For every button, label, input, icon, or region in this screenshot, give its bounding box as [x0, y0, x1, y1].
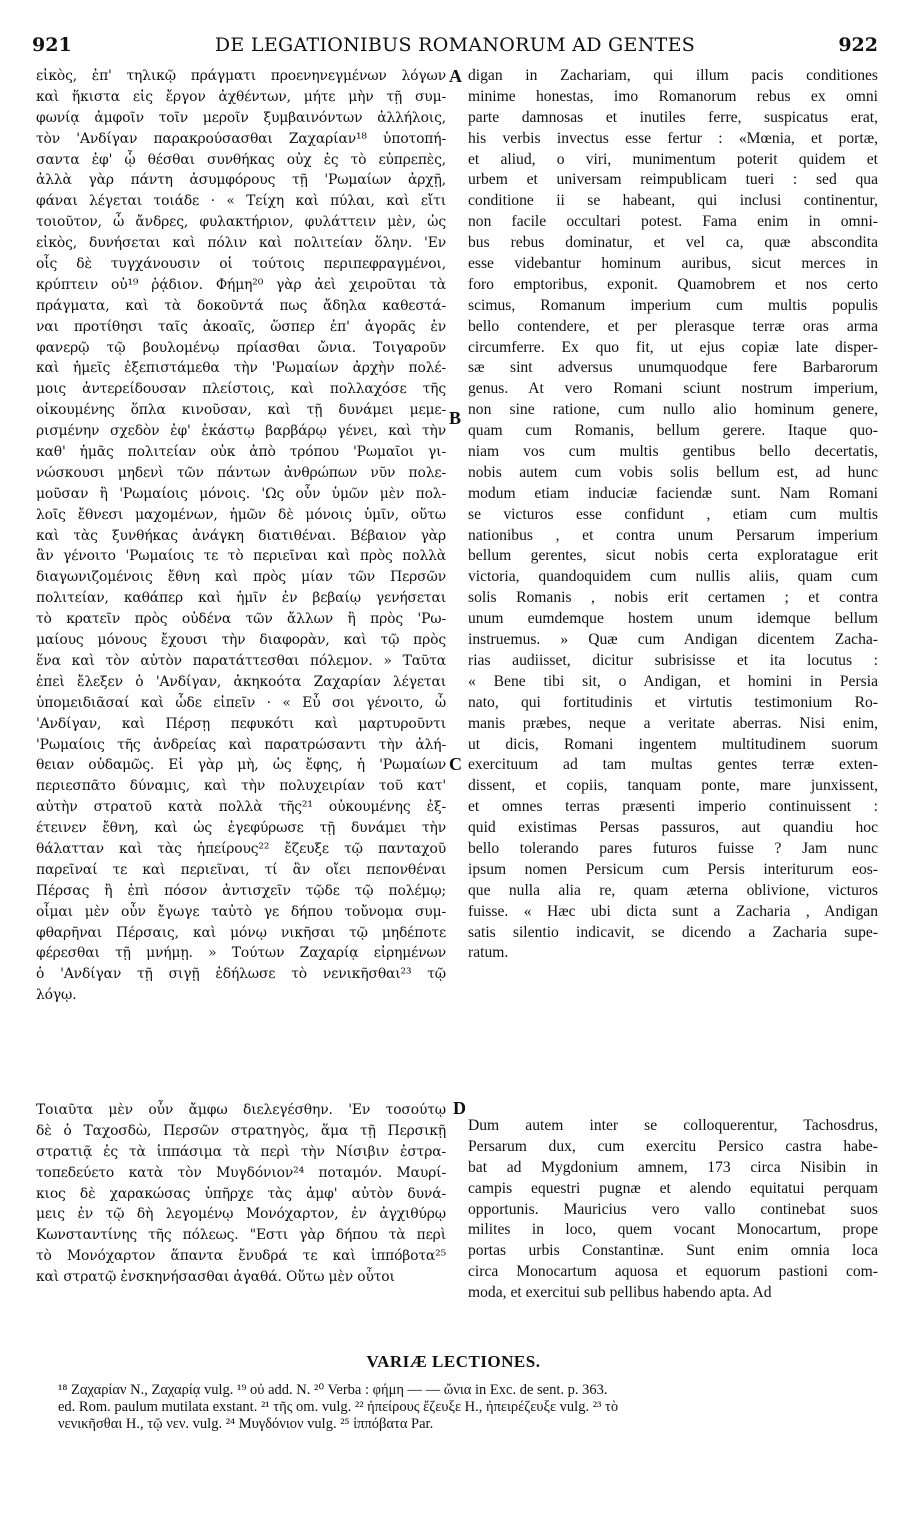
latin-text-line: bello contendere, et per plerasque terræ oras arma: [468, 317, 878, 335]
greek-text-line: τοπεδεύετο κατὰ τὸν Μυγδόνιον²⁴ ποταμόν. Μαυρί-: [36, 1164, 446, 1181]
latin-text-line: nobis autem cum vobis solis bellum est, ad hunc: [468, 463, 878, 481]
section-marker-d: D: [453, 1098, 466, 1118]
latin-text-line: genus. At vero Romani sciunt nostrum imperium,: [468, 380, 878, 398]
greek-text-line: σαντα ἐφ' ᾧ θέσθαι συνθήκας οὐχ ἐς τὸ εὐπρεπὲς,: [36, 151, 446, 168]
latin-text-line: et aliud, o viri, munimentum poterit quidem et: [468, 150, 878, 168]
greek-text-line: ναι προτίθησι ταῖς ἀκοαῖς, ὥσπερ ἐπ' ἀγορᾶς ἐν: [36, 318, 446, 335]
page-number-right: 922: [838, 34, 878, 56]
latin-text-line: urbem et universam reimpublicam tueri : sed qua: [468, 171, 878, 189]
latin-text-line: circumferre. Ex quo fit, ut ejus copiæ late disper-: [468, 338, 878, 356]
greek-text-line: νώσκουσι μηδενὶ τῶν πάντων ἀνθρώπων νῦν πολε-: [36, 464, 446, 481]
greek-text-line: δὲ ὁ Ταχοσδὼ, Περσῶν στρατηγὸς, ἅμα τῇ Περσικῇ: [36, 1122, 446, 1139]
latin-text-line: portas urbis Constantinæ. Sunt enim omnia loca: [468, 1242, 878, 1260]
latin-text-line: unum eumdemque hostem unum idemque bellum: [468, 610, 878, 628]
latin-text-line: opportunis. Mauricius vero vallo continebat suos: [468, 1200, 878, 1218]
greek-text-line: οἷς δὲ τυγχάνουσιν οἱ τούτοις περιπεφραγμένοι,: [36, 256, 446, 273]
greek-text-line: Κωνσταντίνης τῆς πόλεως. "Εστι γὰρ δήπου τὰ περὶ: [36, 1227, 446, 1244]
latin-text-line: esse videbantur hominum auribus, sicut merces in: [468, 255, 878, 273]
latin-column-top: [468, 66, 878, 964]
section-marker-c: C: [449, 754, 462, 774]
greek-text-line: φέρεσθαι τῇ μνήμῃ. » Τούτων Ζαχαρίᾳ εἰρημένων: [36, 945, 446, 962]
latin-text-line: que nulla alia re, quam æterna oblivione, victuros: [468, 881, 878, 899]
greek-text-line: 'Ρωμαίοις τῆς ἀνδρείας καὶ παρατρώσαντι τὴν ἀλή-: [36, 736, 446, 753]
greek-text-line: τὸν 'Ανδίγαν παρακρούσασθαι Ζαχαρίαν¹⁸ ὑποτοπή-: [36, 130, 446, 147]
greek-text-line: καὶ ἥκιστα εἰς ἔργον ἀχθέντων, μήτε μὴν τῇ συμ-: [36, 88, 446, 105]
section-marker-a: A: [449, 66, 462, 86]
footnote-line: νενικῆσθαι H., τῷ νεν. vulg. ²⁴ Μυγδόνιον vulg. ²⁵ ἱππόβατα Par.: [58, 1416, 434, 1432]
greek-text-line: τὸ κρατεῖν πρὸς οὐδένα τῶν ἄλλων ἢ πρὸς 'Ρω-: [36, 611, 446, 628]
latin-text-line: modum etiam induciæ faciendæ sunt. Nam Romani: [468, 484, 878, 502]
greek-text-line: 'Ανδίγαν, καὶ Πέρσῃ πεφυκότι καὶ μαρτυροῦντι: [36, 715, 446, 732]
greek-text-line: ρισμένην σχεδὸν ἐφ' ἑκάστῳ βαρβάρῳ γένει, καὶ τὴν: [36, 423, 446, 440]
greek-text-line: ἂν γένοιτο 'Ρωμαίοις τε τὸ περιεῖναι καὶ πρὸς πολλὰ: [36, 548, 446, 565]
latin-text-line: milites in loco, quem vocant Monocartum, prope: [468, 1221, 878, 1239]
greek-text-line: έτεινεν ἔθνη, καὶ ὡς ἐγεφύρωσε τῇ δυνάμει τὴν: [36, 820, 446, 837]
footnotes: [58, 1382, 878, 1433]
latin-text-line: solis Romanis , nobis erit certamen ; et contra: [468, 589, 878, 607]
latin-text-line: instruemus. » Quæ cum Andigan dicentem Zacha-: [468, 631, 878, 649]
greek-text-line: λοῖς ἔθνεσι μαχομένων, ἡμῶν δὲ μόνοις ὑμῖν, οὕτω: [36, 506, 446, 523]
latin-text-line: dissent, et copiis, tanquam ponte, mare junxissent,: [468, 777, 878, 795]
greek-text-line: ἕνα καὶ τὸν αὐτὸν παρατάττεσθαι πόλεμον. » Ταῦτα: [36, 652, 446, 669]
latin-text-line: minime honestas, imo Romanorum rebus ex omni: [468, 87, 878, 105]
greek-text-line: περιεσπᾶτο δύναμις, καὶ τὴν πολυχειρίαν τοῦ κατ': [36, 778, 446, 795]
section-marker-b: B: [449, 408, 462, 428]
latin-text-line: parte damnosas et inutiles ferre, suspicatus erat,: [468, 108, 878, 126]
greek-text-line: μαίους μόνους ἔχουσι τὴν διαφορὰν, καὶ τῷ πρὸς: [36, 632, 446, 649]
greek-text-line: διαγωνιζομένοις ἔθνη καὶ πρὸς μίαν τῶν Περσῶν: [36, 569, 446, 586]
greek-text-line: ὁ 'Ανδίγαν τῇ σιγῇ ἐδήλωσε τὸ νενικῆσθαι²³ τῷ: [36, 966, 446, 983]
page-header: [32, 34, 878, 64]
latin-text-line: digan in Zachariam, qui illum pacis conditiones: [468, 67, 878, 84]
greek-column-top: [36, 66, 446, 1006]
latin-text-line: conditione ii se habeant, qui inclusi continentur,: [468, 192, 878, 210]
variae-lectiones-heading: VARIÆ LECTIONES.: [366, 1352, 541, 1371]
greek-text-line: εἰκὸς, ἐπ' τηλικῷ πράγματι προενηνεγμένων λόγων: [36, 68, 446, 84]
greek-text-line: ἐπεὶ ἔλεξεν ὁ 'Ανδίγαν, ἀκηκοότα Ζαχαρίαν λέγεται: [36, 673, 446, 690]
greek-text-line: φωνίᾳ ἀμφοῖν τοῖν μεροῖν ξυμβαινόντων ἀλλήλοις,: [36, 109, 446, 126]
greek-text-line: μοις ἀντερείδουσαν πλείστοις, καὶ πολλαχόσε τῆς: [36, 381, 446, 398]
latin-text-line: quid existimas Persas passuros, aut quandiu hoc: [468, 819, 878, 837]
latin-text-line: niam vos cum multis gentibus bello decertatis,: [468, 443, 878, 461]
latin-text-line: se victuros esse confidunt , etiam cum multis: [468, 505, 878, 523]
latin-text-line: victoria, quandoquidem cum nullis aliis, quam cum: [468, 568, 878, 586]
greek-text-line: πράγματα, καὶ τὰ δοκοῦντά πως ἄδηλα καθεστά-: [36, 297, 446, 314]
latin-text-line: Persarum dux, cum exercitu Persico castra habe-: [468, 1137, 878, 1155]
latin-column-bottom: [468, 1116, 878, 1304]
latin-text-line: ut dicis, Romani ingentem multitudinem suorum: [468, 735, 878, 753]
latin-text-line: quam cum Romanis, bellum gerere. Itaque quo-: [468, 422, 878, 440]
latin-text-line: non facile occultari potest. Fama enim in omni-: [468, 213, 878, 231]
greek-text-line: αὐτὴν στρατοῦ κατὰ πολλὰ τῆς²¹ οὐκουμένης ἐξ-: [36, 799, 446, 816]
greek-text-line: φανερῷ τῷ βουλομένῳ πρίασθαι ὤνια. Τοιγαροῦν: [36, 339, 446, 356]
latin-text-line: bello tolerando pares futuros fuisse ? Jam nunc: [468, 839, 878, 857]
latin-text-line: et omnes terras præsenti imperio continuissent :: [468, 798, 878, 816]
greek-text-line: Τοιαῦτα μὲν οὖν ἄμφω διελεγέσθην. 'Εν τοσούτῳ: [36, 1102, 446, 1118]
greek-text-line: τὸ Μονόχαρτον ἅπαντα ἔνυδρά τε καὶ ἱππόβοτα²⁵: [36, 1248, 446, 1265]
greek-text-line: καὶ τὰς ξυνθήκας ἀνάγκη διατιθέναι. Βέβαιον γὰρ: [36, 527, 446, 544]
greek-text-line: καὶ στρατῷ ἐνσκηνήσασθαι ἀγαθά. Οὕτω μὲν οὗτοι: [36, 1269, 395, 1286]
latin-text-line: circa Monocartum aquosa et equorum pastioni com-: [468, 1263, 878, 1281]
page-number-left: 921: [32, 34, 72, 56]
greek-text-line: ὑπομειδιᾶσαί καὶ ὧδε εἰπεῖν · « Εὖ σοι γένοιτο, ὦ: [36, 694, 446, 711]
running-title: DE LEGATIONIBUS ROMANORUM AD GENTES: [214, 34, 696, 56]
latin-text-line: Dum autem inter se colloquerentur, Tachosdrus,: [468, 1117, 878, 1134]
latin-text-line: campis equestri pugnæ et alendo equitatui perquam: [468, 1179, 878, 1197]
greek-text-line: ἀλλὰ γὰρ πάντη ἀσυμφόρους τῇ 'Ρωμαίων ἀρχῇ,: [36, 172, 446, 189]
latin-text-line: bat ad Mygdonium amnem, 173 circa Nisibin in: [468, 1158, 878, 1176]
greek-text-line: φθαρῆναι Πέρσαις, καὶ μόνῳ νικῆσαι τῷ μηδέποτε: [36, 924, 446, 941]
greek-text-line: μοῦσαν ἢ 'Ρωμαίοις μόνοις. 'Ως οὖν ὑμῶν μὲν πολ-: [36, 485, 446, 502]
greek-text-line: εἰκὸς, δυνήσεται καὶ πόλιν καὶ πολιτείαν ὅλην. 'Εν: [36, 235, 446, 252]
latin-text-line: non sine ratione, cum nullo alio hominum genere,: [468, 401, 878, 419]
latin-text-line: moda, et exercitui sub pellibus habendo apta. Ad: [468, 1284, 772, 1302]
latin-text-line: ipsum nomen Persicum cum Persis interiturum eos-: [468, 860, 878, 878]
greek-text-line: φάναι λέγεται τοιάδε · « Τείχη καὶ πύλαι, καὶ εἴτι: [36, 193, 446, 210]
latin-text-line: fuisse. « Hæc ubi dicta sunt a Zacharia , Andigan: [468, 902, 878, 920]
latin-text-line: nationibus , et contra unum Persarum imperium: [468, 526, 878, 544]
latin-text-line: scimus, Romanum imperium cum multis populis: [468, 296, 878, 314]
greek-text-line: παρεῖναί τε καὶ περιεῖναι, τί ἂν οἴει πεπονθέναι: [36, 861, 446, 878]
greek-text-line: Πέρσας ἢ ἐπὶ πόσον ἀντισχεῖν τῷδε τῷ πολέμῳ;: [36, 882, 446, 899]
latin-text-line: bus rebus dominatur, et vel ca, quæ abscondita: [468, 234, 878, 252]
greek-text-line: οἶμαι μὲν οὖν ἔγωγε ταὐτὸ γε δήπου τοὔνομα συμ-: [36, 903, 446, 920]
greek-text-line: καθ' ἡμᾶς πολιτείαν οὐκ ἀπὸ τρόπου 'Ρωμαῖοι γι-: [36, 444, 446, 461]
latin-text-line: manis præbes, neque a veritate aberras. Nisi enim,: [468, 714, 878, 732]
greek-text-line: κρύπτειν οὐ¹⁹ ῥᾴδιον. Φήμη²⁰ γὰρ ἀεὶ χειροῦται τὰ: [36, 276, 446, 293]
latin-text-line: ratum.: [468, 944, 509, 962]
latin-text-line: foro emptoribus, exponit. Quamobrem et nos certo: [468, 275, 878, 293]
latin-text-line: sæ sint adversus unumquodque fere Barbarorum: [468, 359, 878, 377]
latin-text-line: bellum gerentes, sicut nobis certa exploratague erit: [468, 547, 878, 565]
latin-text-line: rias audiisset, dicitur subrisisse et ita locutus :: [468, 651, 878, 669]
greek-text-line: καὶ ἡμεῖς ἐξεπιστάμεθα τὴν 'Ρωμαίων ἀρχὴν πολέ-: [36, 360, 446, 377]
greek-text-line: μεις ἐν τῷ δὴ λεγομένῳ Μονόχαρτον, ἐν ἀγχιθύρῳ: [36, 1206, 446, 1223]
footnote-line: ed. Rom. paulum mutilata exstant. ²¹ τῆς om. vulg. ²² ἠπείρους ἔζευξε H., ἠπειρέζευξε vulg. ²³ τὸ: [58, 1399, 619, 1415]
greek-text-line: στρατιᾷ ἐς τὰ ἱππάσιμα τὰ περὶ τὴν Νίσιβιν ἐστρα-: [36, 1143, 446, 1160]
latin-text-line: exercituum ad tam multas gentes terræ exten-: [468, 756, 878, 774]
greek-text-line: οἰκουμένης ὅπλα κινοῦσαν, καὶ τῇ δυνάμει μεμε-: [36, 402, 446, 419]
greek-text-line: λόγῳ.: [36, 987, 77, 1004]
greek-text-line: τοιοῦτον, ὦ ἄνδρες, φυλακτήριον, φυλάττειν μὲν, ὡς: [36, 214, 446, 231]
greek-text-line: θάλατταν καὶ τὰς ἠπείρους²² ἔζευξε τῷ πανταχοῦ: [36, 840, 446, 857]
greek-text-line: πολιτείαν, καθάπερ καὶ ἡμῖν ἐν βεβαίῳ γενήσεται: [36, 590, 446, 607]
latin-text-line: « Bene tibi sit, o Andigan, et homini in Persia: [468, 672, 878, 690]
latin-text-line: nato, qui fortitudinis et virtutis testimonium Ro-: [468, 693, 878, 711]
latin-text-line: his verbis invectus esse fertur : «Mœnia, et portæ,: [468, 129, 878, 147]
greek-text-line: κιος δὲ χαρακώσας ὑπῆρχε τὰς ἀμφ' αὐτὸν δυνά-: [36, 1185, 446, 1202]
greek-text-line: θειαν οὐδαμῶς. Εἰ γὰρ μὴ, ὡς ἔφης, ἡ 'Ρωμαίων: [36, 757, 446, 774]
latin-text-line: satis silentio indicavit, se dicendo a Zacharia supe-: [468, 923, 878, 941]
greek-column-bottom: [36, 1100, 446, 1288]
footnote-line: ¹⁸ Ζαχαρίαν N., Ζαχαρίᾳ vulg. ¹⁹ οὐ add. N. ²⁰ Verba : φήμη — — ὤνια in Exc. de sent. p. 363.: [58, 1382, 608, 1398]
